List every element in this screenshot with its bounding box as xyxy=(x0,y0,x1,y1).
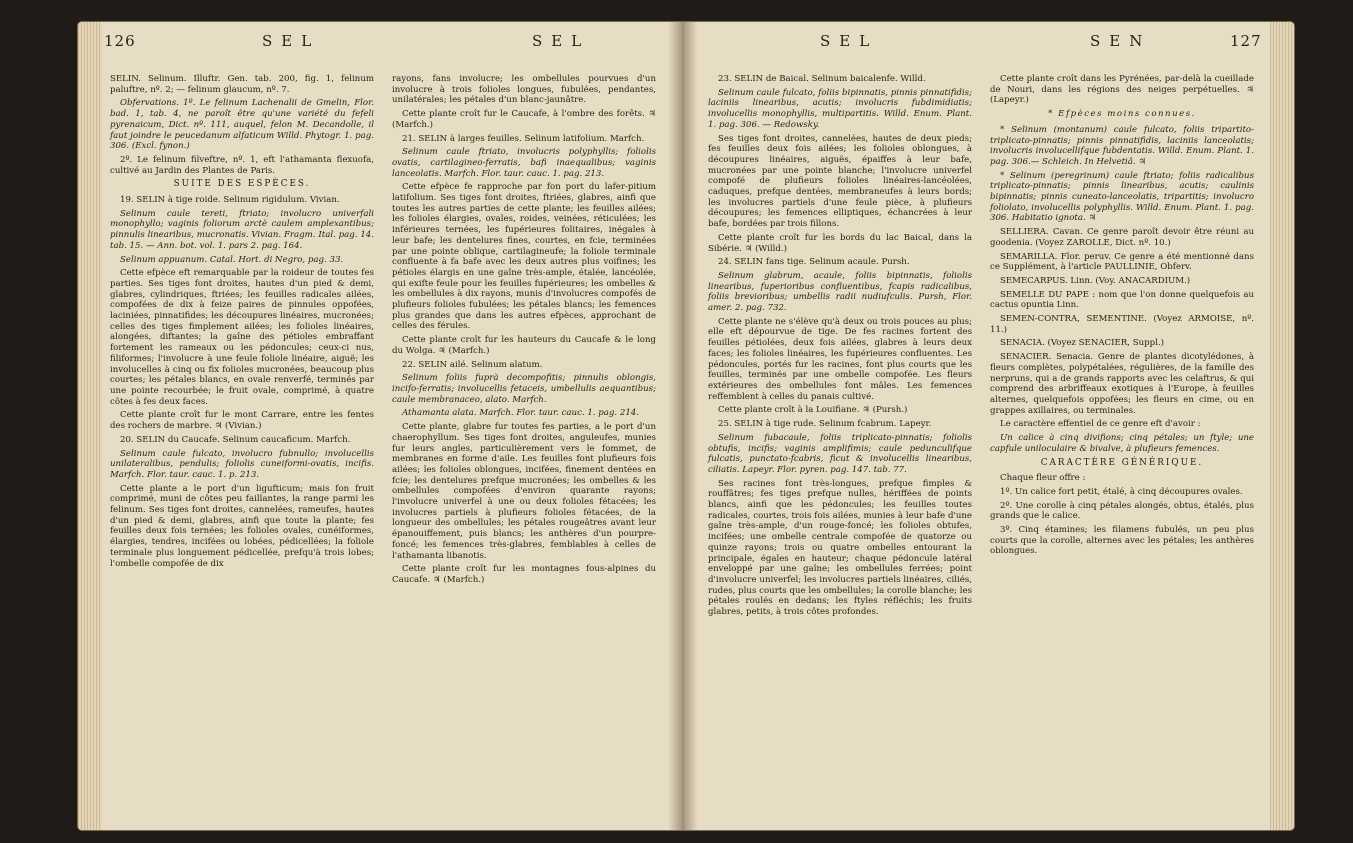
diagnosis: Selinum caule fulcato, involucro fubnullo; involucellis unilateralibus, pendulis; foliolis cuneiformi-ovatis, incifis. Marfch. Flor. taur. cauc. 1. p. 213. xyxy=(110,448,374,480)
running-head xyxy=(700,32,1270,56)
diagnosis: * Selinum (peregrinum) caule ftriato; foliis radicalibus triplicato-pinnatis; pinnis linearibus, acutis; caulinis bipinnatis; pinnis cuneato-lanceolatis, tripartitis; involucro foliolato, involucellis polyphyllis. Willd. Enum. Plant. 1. pag. 306. Habitatio ignota. ♃ xyxy=(990,170,1254,224)
diagnosis: * Selinum (montanum) caule fulcato, foliis tripartito-triplicato-pinnatis; pinnis pinnatifidis, laciniis lanceolatis; involucris involucellifque fubdentatis. Willd. Enum. Plant. 1. pag. 306.— Schleich. In Helvetiâ. ♃ xyxy=(990,124,1254,167)
species-title: 22. SELIN ailé. Selinum alatum. xyxy=(402,359,543,370)
species-title: 25. SELIN à tige rude. Selinum fcabrum. Lapeyr. xyxy=(718,419,932,430)
synonym: Athamanta alata. Marfch. Flor. taur. cauc. 1. pag. 214. xyxy=(402,408,639,419)
species-title: 24. SELIN fans tige. Selinum acaule. Pursh. xyxy=(718,257,910,268)
section-heading: * Efpèces moins connues. xyxy=(1048,109,1196,120)
page-number: 127 xyxy=(1230,32,1262,50)
page-number: 126 xyxy=(104,32,136,50)
paragraph: Cette plante croît fur les montagnes fous-alpines du Caucafe. ♃ (Marfch.) xyxy=(392,564,656,585)
header-word: SEL xyxy=(820,32,879,50)
diagnosis: Un calice à cinq divifions; cinq pétales; un ftyle; une capfule uniloculaire & bivalve, à plufieurs femences. xyxy=(990,433,1254,454)
paragraph: Cette efpèce eft remarquable par la roideur de toutes fes parties. Ses tiges font droites, hautes d'un pied & demi, glabres, cylindriques, ftriées; les feuilles radicales ailées, compofées de dix à feize paires de pinnules oppofées, laciniées, pinnatifides; les découpures linéaires, mucronées; celles des tiges fimplement ailées; les folioles linéaires, alongées, diftantes; la gaîne des pétioles embraffant fortement les rameaux ou les pédoncules; ceux-ci nus, filiformes; l'involucre à une feule foliole linéaire, aiguë; les involucelles à cinq ou fix folioles mucronées, beaucoup plus courtes; les pétales blancs, en ovale renverfé, terminés par une pointe recourbée; le fruit ovale, comprimé, à quatre côtes à fes deux faces. xyxy=(110,268,374,407)
diagnosis: Selinum caule tereti, ftriato; involucro univerfali monophyllo; vaginis foliorum arctè caulem amplexantibus; pinnulis linearibus, mucronatis. Vivian. Fragm. Ital. pag. 14. tab. 15. — Ann. bot. vol. 1. pars 2. pag. 164. xyxy=(110,208,374,251)
paragraph: Cette plante ne s'élève qu'à deux ou trois pouces au plus; elle eft dépourvue de tige. De fes racines fortent des feuilles pétiolées, deux fois ailées, glabres à leurs deux faces; les folioles linéaires, les fupérieures confluentes. Les pédoncules, portés fur les racines, font plus courts que les feuilles, terminés par une ombelle compofée. Les fleurs extérieures des ombellules font mâles. Les femences reffemblent à celles du panais cultivé. xyxy=(708,316,972,402)
paragraph: rayons, fans involucre; les ombellules pourvues d'un involucre à trois folioles longues, fubulées, pendantes, unilatérales; les pétales d'un blanc-jaunâtre. xyxy=(392,74,656,106)
paragraph: Le caractère effentiel de ce genre eft d'avoir : xyxy=(1000,419,1201,430)
paragraph: Cette plante, glabre fur toutes fes parties, a le port d'un chaerophyllum. Ses tiges font droites, anguleufes, munies fur leurs angles, particulièrement vers le fommet, de membranes en forme d'aile. Les feuilles font plufieurs fois ailées; les folioles oblongues, incifées, finement dentées en fcie; les dentelures prefque mucronées; les ombelles & les ombellules compofées d'environ quarante rayons; l'involucre univerfel à une ou deux folioles fétacées; les involucres partiels à plufieurs folioles fétacées, de la longueur des ombellules; les pétales rougeâtres avant leur épanouiffement, puis blancs; les anthères d'un pourpre-foncé; les femences très-glabres, femblables à celles de l'athamanta libanotis. xyxy=(392,422,656,561)
genus-entry: SEMELLE DU PAPE : nom que l'on donne quelquefois au cactus opuntia Linn. xyxy=(990,289,1254,311)
paragraph: 2º. Le felinum filveftre, nº. 1, eft l'athamanta flexuofa, cultivé au Jardin des Plantes de Paris. xyxy=(110,154,374,176)
right-page xyxy=(700,32,1270,820)
paragraph: Cette plante croît fur le mont Carrare, entre les fentes des rochers de marbre. ♃ (Vivian.) xyxy=(110,410,374,432)
genus-entry: SENACIER. Senacia. Genre de plantes dicotylédones, à fleurs complètes, polypétalées, régulières, de la famille des nerpruns, qui a de grands rapports avec les celaftrus, & qui comprend des arbriffeaux exotiques à l'Europe, à feuilles alternes, quelquefois oppofées; les fleurs en cime, ou en grappes axillaires, ou terminales. xyxy=(990,352,1254,416)
text-column xyxy=(392,74,656,589)
paragraph: Cette plante croît fur les hauteurs du Caucafe & le long du Wolga. ♃ (Marfch.) xyxy=(392,335,656,356)
paragraph: 2º. Une corolle à cinq pétales alongés, obtus, étalés, plus grands que le calice. xyxy=(990,500,1254,522)
paragraph: Chaque fleur offre : xyxy=(1000,473,1086,484)
paragraph: 1º. Un calice fort petit, étalé, à cinq découpures ovales. xyxy=(1000,486,1243,497)
page-edges-right xyxy=(1270,22,1294,830)
paragraph: Ses tiges font droites, cannelées, hautes de deux pieds; fes feuilles deux fois ailées; les folioles oblongues, à découpures linéaires, aiguës, épaiffes à leur bafe, mucronées par une pointe blanche; l'involucre univerfel compofé de plufieurs folioles linéaires-lancéolées, caduques, prefque dentées, membraneufes à leurs bords; les involucres partiels d'une feule pièce, à plufieurs découpures; les femences elliptiques, échancrées à leur bafe, bordées par trois fillons. xyxy=(708,133,972,230)
diagnosis: Selinum glabrum, acaule, foliis bipinnatis, foliolis linearibus, fuperioribus confluentibus, fcapis radicalibus, foliis brevioribus; umbellis radii nudiufculis. Pursh, Flor. amer. 2. pag. 732. xyxy=(708,270,972,314)
paragraph: Cette plante croît fur les bords du lac Baical, dans la Sibérie. ♃ (Willd.) xyxy=(708,232,972,254)
species-title: 19. SELIN à tige roide. Selinum rigidulum. Vivian. xyxy=(120,195,340,206)
genus-entry: SEMEN-CONTRA, SEMENTINE. (Voyez ARMOISE, nº. 11.) xyxy=(990,314,1254,335)
diagnosis: Selinum caule fulcato, foliis bipinnatis, pinnis pinnatifidis; laciniis linearibus, acutis; involucris fubdimidiatis; involucellis monophyllis, multipartitis. Willd. Enum. Plant. 1. pag. 306. — Redowsky. xyxy=(708,87,972,130)
section-heading: SUITE DES ESPÈCES. xyxy=(173,179,311,190)
entry-header: SELIN. Selinum. Illuftr. Gen. tab. 200, fig. 1, felinum paluftre, nº. 2; — felinum glaucum, nº. 7. xyxy=(110,74,374,95)
genus-entry: SEMARILLA. Flor. peruv. Ce genre a été mentionné dans ce Supplément, à l'article PAULLINIE, Obferv. xyxy=(990,251,1254,273)
paragraph: Cette plante croît dans les Pyrénées, par-delà la cueillade de Nouri, dans les régions des neiges perpétuelles. ♃ (Lapeyr.) xyxy=(990,74,1254,106)
left-page xyxy=(102,32,672,820)
book-gutter xyxy=(668,22,698,830)
text-column xyxy=(708,74,972,621)
diagnosis: Selinum fubacaule, foliis triplicato-pinnatis; foliolis obtufis, incifis; vaginis amplifimis; caule pedunculifque fulcatis, punctato-fcabris, ficut & involucellis linearibus, ciliatis. Lapeyr. Flor. pyren. pag. 147. tab. 77. xyxy=(708,432,972,475)
paragraph: Ses racines font très-longues, prefque fimples & rouffâtres; fes tiges prefque nulles, hériffées de points blancs, ainfi que les pédoncules; les feuilles toutes radicales, courtes, trois fois ailées, munies à leur bafe d'une gaîne très-ample, d'un rouge-foncé; les folioles obtufes, incifées; une ombelle centrale compofée de quatorze ou quinze rayons; trois ou quatre ombelles entourant la principale, égales en hauteur; chaque pédoncule latéral enveloppé par une gaîne; les ombellules ferrées; point d'involucre univerfel; les involucres partiels linéaires, ciliés, rudes, plus courts que les ombellules; la corolle blanche; les pétales roulés en dedans; les ftyles réfléchis; les fruits glabres, petits, à trois côtes profondes. xyxy=(708,478,972,618)
species-title: 20. SELIN du Caucafe. Selinum caucaficum. Marfch. xyxy=(120,434,351,445)
diagnosis: Selinum foliis fuprà decompofitis; pinnulis oblongis, incifo-ferratis; involucellis fetaceis, umbellulis aequantibus; caule membranaceo, alato. Marfch. xyxy=(392,373,656,405)
paragraph: Cette plante croît à la Louifiane. ♃ (Pursh.) xyxy=(718,405,908,416)
header-word: SEN xyxy=(1090,32,1152,50)
species-title: 21. SELIN à larges feuilles. Selinum latifolium. Marfch. xyxy=(402,133,645,144)
text-column xyxy=(110,74,374,572)
paragraph: 3º. Cinq étamines; les filamens fubulés, un peu plus courts que la corolle, alternes avec les pétales; les anthères oblongues. xyxy=(990,525,1254,557)
page-edges-left xyxy=(78,22,102,830)
paragraph: Cette plante a le port d'un ligufticum; mais fon fruit comprimé, muni de côtes peu faillantes, la range parmi les felinum. Ses tiges font droites, cannelées, rameufes, hautes d'un pied & demi, glabres, ainfi que toute la plante; fes feuilles deux fois ternées; les folioles ovales, cunéiformes, élargies, tendres, incifées ou lobées, pédicellées; la foliole terminale plus longuement pédicellée, prefqu'à trois lobes; l'ombelle compofée de dix xyxy=(110,483,374,569)
diagnosis: Selinum caule ftriato, involucris polyphyllis; foliolis ovatis, cartilagineo-ferratis, bafi inaequalibus; vaginis lanceolatis. Marfch. Flor. taur. cauc. 1. pag. 213. xyxy=(392,147,656,179)
synonym: Selinum appuanum. Catal. Hort. di Negro, pag. 33. xyxy=(120,254,344,265)
genus-entry: SENACIA. (Voyez SENACIER, Suppl.) xyxy=(1000,338,1164,349)
species-title: 23. SELIN de Baical. Selinum baicalenfe. Willd. xyxy=(718,74,926,84)
header-word: SEL xyxy=(262,32,321,50)
paragraph: Cette plante croît fur le Caucafe, à l'ombre des forêts. ♃ (Marfch.) xyxy=(392,109,656,130)
genus-entry: SEMECARPUS. Linn. (Voy. ANACARDIUM.) xyxy=(1000,275,1191,286)
paragraph: Cette efpèce fe rapproche par fon port du lafer-pitium latifolium. Ses tiges font droites, ftriées, glabres, ainfi que toutes les autres parties de cette plante; les feuilles ailées; les folioles élargies, ovales, roides, veinées, réticulées; les inférieures ternées, les fupérieures folitaires, inégales à leur bafe; les dentelures fines, courtes, en fcie, terminées par une pointe oblique, cartilagineufe; la foliole terminale confluente à fa bafe avec les deux autres plus voifines; les pétioles élargis en une gaîne très-ample, étalée, lancéolée, qui exifte feule pour les feuilles fupérieures; les ombelles & les ombellules à dix rayons, munis d'involucres compofés de plufieurs folioles fubulées; les pétales blancs; les femences plus grandes que dans les autres efpèces, approchant de celles des férules. xyxy=(392,182,656,332)
header-word: SEL xyxy=(532,32,591,50)
section-heading: CARACTÈRE GÉNÉRIQUE. xyxy=(1040,457,1204,468)
text-column xyxy=(990,74,1254,560)
genus-entry: SELLIERA. Cavan. Ce genre paroît devoir être réuni au goodenia. (Voyez ZAROLLE, Dict. nº. 10.) xyxy=(990,227,1254,248)
running-head xyxy=(102,32,672,56)
paragraph: Obfervations. 1º. Le felinum Lachenalii de Gmelin, Flor. bad. 1, tab. 4, ne paroît être qu'une variété du fefeli pyrenaicum, Dict. nº. 111, auquel, felon M. Decandolle, il faut joindre le peucedanum alfaticum Willd. Phytogr. 1. pag. 306. (Excl. fynon.) xyxy=(110,98,374,152)
